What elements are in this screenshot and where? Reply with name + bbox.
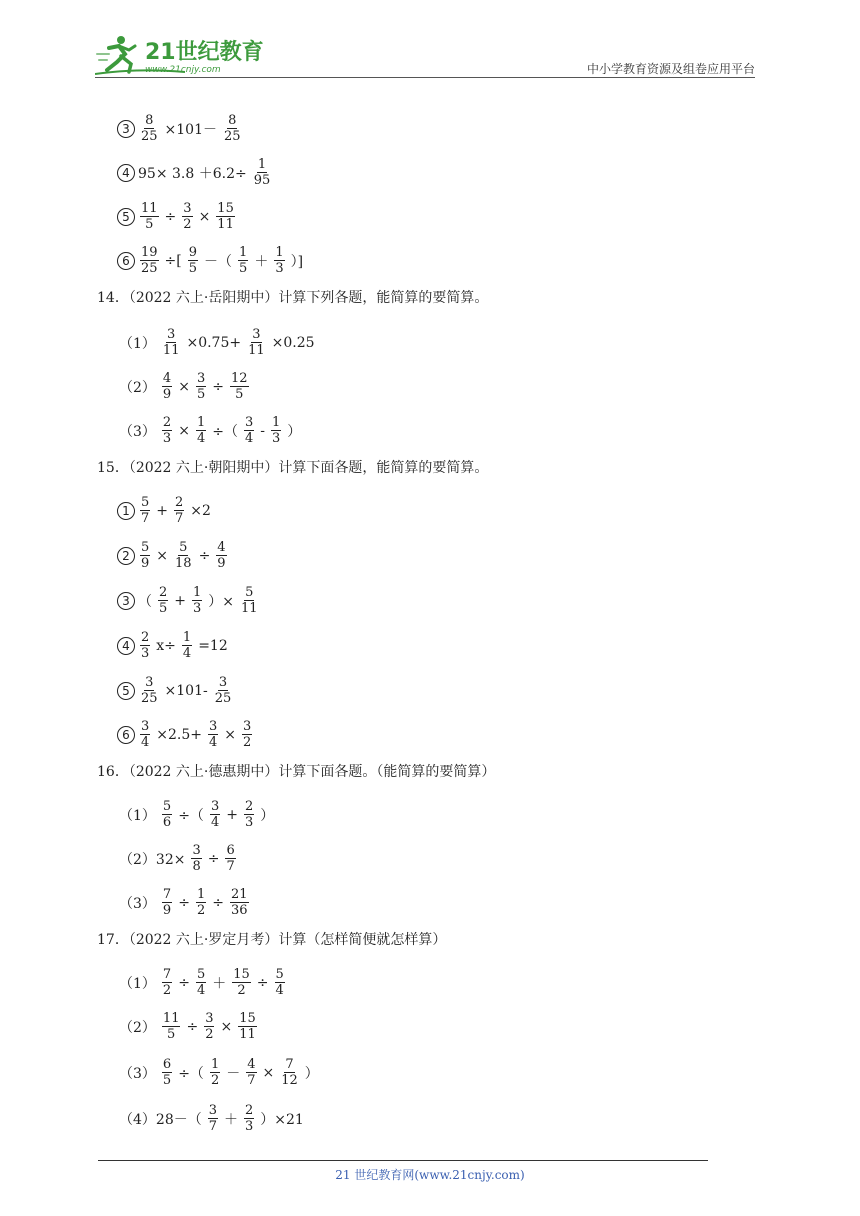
denominator: 2 <box>196 903 206 918</box>
numerator: 5 <box>179 540 188 555</box>
denominator: 3 <box>245 1119 254 1134</box>
expression-text: ×2 <box>190 502 211 519</box>
numerator: 2 <box>159 585 168 600</box>
expression-line <box>95 495 213 526</box>
expression-text: - <box>260 422 265 439</box>
fraction <box>162 371 172 402</box>
expression-text: 15．（2022 六上·朝阳期中）计算下面各题，能简算的要简算。 <box>97 460 489 476</box>
numerator: 21 <box>230 887 248 902</box>
expression-line <box>95 843 240 874</box>
page-header <box>95 30 755 78</box>
denominator: 18 <box>175 556 192 571</box>
item-number: 6 <box>117 726 135 744</box>
denominator: 25 <box>214 691 232 706</box>
denominator: 9 <box>162 903 172 918</box>
fraction <box>196 887 206 918</box>
numerator: 2 <box>245 1103 254 1118</box>
fraction <box>196 415 206 446</box>
denominator: 11 <box>239 1027 256 1042</box>
expression-text: ÷ <box>164 208 177 225</box>
denominator: 8 <box>192 859 201 874</box>
denominator: 6 <box>162 815 172 830</box>
expression-line <box>95 1103 306 1134</box>
expression-text: （1） <box>119 335 156 352</box>
numerator: 2 <box>175 495 184 510</box>
expression-text: + <box>174 592 187 609</box>
expression-text: ＋ <box>224 1111 239 1128</box>
fraction <box>275 967 285 998</box>
denominator: 3 <box>275 261 284 276</box>
numerator: 5 <box>141 495 150 510</box>
denominator: 12 <box>281 1073 298 1088</box>
numerator: 3 <box>244 415 254 430</box>
numerator: 11 <box>162 1011 180 1026</box>
expression-text: ÷ <box>198 547 211 564</box>
fraction <box>174 540 193 571</box>
item-number: 4 <box>117 164 135 182</box>
fraction <box>210 1057 220 1088</box>
expression-text: ）] <box>290 253 304 270</box>
numerator: 3 <box>196 371 206 386</box>
denominator: 4 <box>209 735 218 750</box>
expression-line <box>95 201 239 232</box>
expression-text: ÷（ <box>212 423 238 440</box>
denominator: 9 <box>162 387 172 402</box>
expression-text: ）× <box>208 593 235 610</box>
logo-icon <box>95 32 275 76</box>
denominator: 2 <box>183 217 192 232</box>
footer-divider <box>98 1160 708 1161</box>
fraction <box>238 1011 257 1042</box>
expression-text: ÷ <box>178 894 190 911</box>
numerator: 7 <box>162 887 172 902</box>
denominator: 7 <box>208 1119 218 1134</box>
denominator: 5 <box>235 387 244 402</box>
expression-text: （3） <box>119 423 156 440</box>
fraction <box>140 719 150 750</box>
fraction <box>210 799 220 830</box>
expression-text: －（ <box>204 253 233 270</box>
numerator: 1 <box>210 1057 220 1072</box>
expression-text: （3） <box>119 895 156 912</box>
fraction <box>204 1011 214 1042</box>
denominator: 2 <box>205 1027 214 1042</box>
denominator: 25 <box>141 129 158 144</box>
numerator: 12 <box>230 371 248 386</box>
expression-text: ×0.75+ <box>186 334 242 351</box>
expression-line <box>95 630 230 661</box>
expression-text: x÷ <box>156 637 176 654</box>
expression-text: ×2.5+ <box>156 726 203 743</box>
numerator: 5 <box>245 585 254 600</box>
numerator: 1 <box>196 415 206 430</box>
denominator: 11 <box>217 217 234 232</box>
expression-text: ÷ <box>186 1018 199 1035</box>
denominator: 11 <box>248 343 265 358</box>
expression-text: 14．（2022 六上·岳阳期中）计算下列各题，能简算的要简算。 <box>97 290 489 306</box>
denominator: 2 <box>243 735 252 750</box>
numerator: 3 <box>167 327 176 342</box>
fraction <box>225 843 235 874</box>
denominator: 7 <box>141 511 150 526</box>
numerator: 1 <box>196 887 206 902</box>
header-divider <box>95 77 755 78</box>
fraction <box>162 799 172 830</box>
expression-line <box>95 887 253 918</box>
expression-text: 17．（2022 六上·罗定月考）计算（怎样简便就怎样算） <box>97 932 447 948</box>
item-number: 3 <box>117 120 135 138</box>
expression-text: ÷（ <box>178 1065 204 1082</box>
expression-text: （2） <box>119 1019 156 1036</box>
numerator: 2 <box>141 630 150 645</box>
numerator: 3 <box>243 719 252 734</box>
expression-text: ） <box>287 423 302 440</box>
numerator: 3 <box>218 675 228 690</box>
expression-text: × <box>178 378 190 395</box>
question-heading <box>95 929 448 949</box>
denominator: 25 <box>141 261 158 276</box>
fraction <box>230 887 249 918</box>
expression-text: ×0.25 <box>271 334 315 351</box>
numerator: 3 <box>209 719 218 734</box>
denominator: 4 <box>182 646 192 661</box>
expression-text: ＋ <box>254 253 269 270</box>
numerator: 1 <box>182 630 192 645</box>
fraction <box>208 1103 218 1134</box>
numerator: 1 <box>271 415 281 430</box>
expression-text: ×101－ <box>164 121 217 138</box>
fraction <box>174 495 184 526</box>
denominator: 3 <box>193 601 202 616</box>
numerator: 1 <box>193 585 202 600</box>
fraction <box>223 113 242 144</box>
fraction <box>162 1057 172 1088</box>
expression-text: 16．（2022 六上·德惠期中）计算下面各题。（能简算的要简算） <box>97 764 496 780</box>
fraction <box>242 719 252 750</box>
denominator: 9 <box>217 556 226 571</box>
expression-text: ÷ <box>212 894 224 911</box>
numerator: 8 <box>228 113 237 128</box>
fraction <box>182 201 192 232</box>
numerator: 1 <box>275 245 284 260</box>
denominator: 2 <box>162 983 172 998</box>
denominator: 7 <box>175 511 184 526</box>
expression-text: + <box>156 502 169 519</box>
expression-text: ÷ <box>256 974 269 991</box>
denominator: 4 <box>244 431 254 446</box>
expression-text: ） <box>260 807 275 824</box>
numerator: 7 <box>285 1057 294 1072</box>
fraction <box>196 371 206 402</box>
denominator: 3 <box>141 646 150 661</box>
denominator: 3 <box>162 431 172 446</box>
expression-line <box>95 415 303 446</box>
denominator: 7 <box>226 859 235 874</box>
fraction <box>191 843 201 874</box>
numerator: 19 <box>141 245 158 260</box>
item-number: 4 <box>117 637 135 655</box>
expression-text: ）×21 <box>260 1111 304 1128</box>
denominator: 4 <box>196 431 206 446</box>
expression-text: － <box>226 1065 241 1082</box>
denominator: 25 <box>141 691 158 706</box>
denominator: 4 <box>210 815 220 830</box>
question-heading <box>95 287 490 307</box>
expression-text: × <box>224 726 237 743</box>
denominator: 5 <box>145 217 154 232</box>
fraction <box>271 415 281 446</box>
numerator: 3 <box>192 843 201 858</box>
expression-line <box>95 799 276 830</box>
expression-text: ÷（ <box>178 807 204 824</box>
fraction <box>162 1011 181 1042</box>
numerator: 15 <box>239 1011 256 1026</box>
expression-text: （4）28－（ <box>119 1111 202 1128</box>
expression-text: ÷ <box>207 850 220 867</box>
fraction <box>140 540 150 571</box>
numerator: 11 <box>141 201 158 216</box>
fraction <box>192 585 202 616</box>
fraction <box>246 1057 256 1088</box>
fraction <box>162 415 172 446</box>
item-number: 1 <box>117 502 135 520</box>
fraction <box>238 245 248 276</box>
expression-line <box>95 719 256 750</box>
numerator: 15 <box>233 967 250 982</box>
expression-text: （ <box>138 593 152 610</box>
expression-line <box>95 585 263 616</box>
expression-text: ） <box>304 1065 319 1082</box>
numerator: 8 <box>145 113 154 128</box>
expression-text: =12 <box>198 637 228 654</box>
expression-text: ÷ <box>212 378 224 395</box>
expression-line <box>95 1057 321 1088</box>
item-number: 6 <box>117 252 135 270</box>
expression-text: （2）32× <box>119 851 186 868</box>
fraction <box>182 630 192 661</box>
numerator: 3 <box>145 675 154 690</box>
fraction <box>240 585 259 616</box>
expression-line <box>95 967 289 998</box>
numerator: 1 <box>239 245 248 260</box>
fraction <box>230 371 249 402</box>
item-number: 5 <box>117 208 135 226</box>
expression-text: ÷[ <box>164 252 182 269</box>
numerator: 1 <box>257 157 267 172</box>
item-number: 2 <box>117 547 135 565</box>
numerator: 3 <box>210 799 220 814</box>
expression-text: 95× 3.8 ＋6.2÷ <box>138 165 247 182</box>
fraction <box>158 585 168 616</box>
expression-text: ＋ <box>212 975 227 992</box>
numerator: 6 <box>162 1057 172 1072</box>
logo-text: 21世纪教育 <box>145 40 264 65</box>
fraction <box>247 327 266 358</box>
denominator: 3 <box>244 815 254 830</box>
fraction <box>280 1057 299 1088</box>
numerator: 4 <box>217 540 226 555</box>
denominator: 5 <box>239 261 248 276</box>
item-number: 5 <box>117 682 135 700</box>
fraction <box>162 327 181 358</box>
denominator: 4 <box>275 983 284 998</box>
fraction <box>216 540 226 571</box>
expression-line <box>95 1011 261 1042</box>
question-heading <box>95 457 490 477</box>
numerator: 9 <box>188 245 198 260</box>
fraction <box>140 245 159 276</box>
fraction <box>140 201 159 232</box>
expression-text: × <box>156 547 169 564</box>
numerator: 7 <box>162 967 172 982</box>
denominator: 9 <box>141 556 150 571</box>
fraction <box>244 415 254 446</box>
fraction <box>274 245 284 276</box>
expression-text: ×101- <box>164 682 208 699</box>
denominator: 2 <box>210 1073 220 1088</box>
fraction <box>216 201 235 232</box>
numerator: 4 <box>247 1057 256 1072</box>
numerator: 5 <box>196 967 206 982</box>
numerator: 3 <box>208 1103 218 1118</box>
numerator: 2 <box>244 799 254 814</box>
fraction <box>162 887 172 918</box>
denominator: 36 <box>230 903 248 918</box>
fraction <box>196 967 206 998</box>
expression-text: × <box>198 208 211 225</box>
denominator: 2 <box>237 983 246 998</box>
fraction <box>140 495 150 526</box>
denominator: 5 <box>167 1027 176 1042</box>
expression-line <box>95 245 305 276</box>
expression-text: （3） <box>119 1065 156 1082</box>
denominator: 5 <box>159 601 168 616</box>
denominator: 25 <box>224 129 241 144</box>
expression-line <box>95 157 275 188</box>
fraction <box>162 967 172 998</box>
logo-url: www.21cnjy.com <box>145 65 221 75</box>
denominator: 11 <box>241 601 258 616</box>
expression-text: + <box>226 806 238 823</box>
expression-text: × <box>262 1064 275 1081</box>
item-number: 3 <box>117 592 135 610</box>
fraction <box>140 113 159 144</box>
numerator: 6 <box>226 843 235 858</box>
expression-text: （1） <box>119 807 156 824</box>
denominator: 11 <box>162 343 180 358</box>
numerator: 3 <box>205 1011 214 1026</box>
expression-text: × <box>178 422 190 439</box>
denominator: 5 <box>188 261 198 276</box>
expression-line <box>95 540 231 571</box>
question-heading <box>95 761 497 781</box>
numerator: 3 <box>183 201 192 216</box>
fraction <box>244 799 254 830</box>
footer-text: 21 世纪教育网(www.21cnjy.com) <box>335 1168 525 1182</box>
expression-text: ÷ <box>178 974 190 991</box>
numerator: 3 <box>252 327 261 342</box>
expression-text: （2） <box>119 379 156 396</box>
fraction <box>232 967 251 998</box>
numerator: 3 <box>141 719 150 734</box>
denominator: 4 <box>141 735 150 750</box>
expression-line <box>95 675 236 706</box>
expression-line <box>95 327 317 358</box>
fraction <box>140 630 150 661</box>
denominator: 95 <box>253 173 271 188</box>
numerator: 5 <box>275 967 284 982</box>
denominator: 7 <box>247 1073 256 1088</box>
numerator: 5 <box>162 799 172 814</box>
denominator: 4 <box>196 983 206 998</box>
numerator: 15 <box>217 201 234 216</box>
denominator: 5 <box>196 387 206 402</box>
fraction <box>188 245 198 276</box>
fraction <box>140 675 159 706</box>
header-platform-text: 中小学教育资源及组卷应用平台 <box>586 62 755 76</box>
fraction <box>208 719 218 750</box>
expression-text: （1） <box>119 975 156 992</box>
fraction <box>214 675 233 706</box>
expression-line <box>95 113 246 144</box>
denominator: 3 <box>271 431 281 446</box>
numerator: 5 <box>141 540 150 555</box>
expression-text: × <box>220 1018 233 1035</box>
numerator: 4 <box>162 371 172 386</box>
fraction <box>244 1103 254 1134</box>
numerator: 2 <box>162 415 172 430</box>
expression-line <box>95 371 253 402</box>
denominator: 5 <box>162 1073 172 1088</box>
fraction <box>253 157 272 188</box>
